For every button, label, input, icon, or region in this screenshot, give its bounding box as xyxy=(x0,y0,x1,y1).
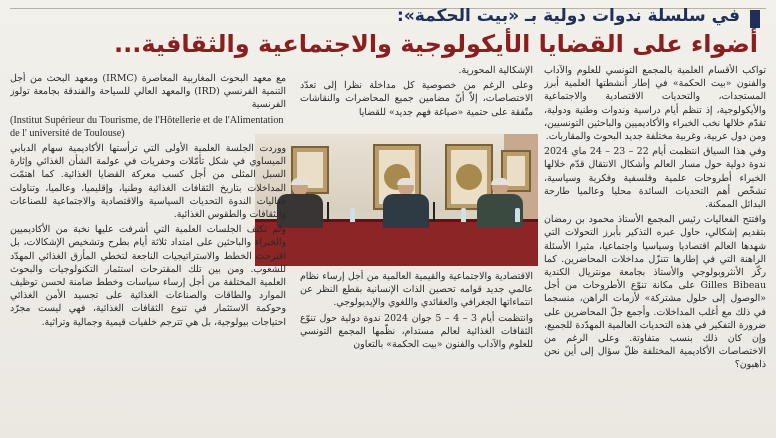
paragraph: وافتتح الفعاليات رئيس المجمع الأستاذ محمود بن رمضان بتقديم إشكالي، حاول عبره التذكير بأبرز التحولات التي شهدها العالم اقتصاديا وسياسيا واجتماعيا، مثيرا الأسئلة الراهنة التي في إطارها تتنزّل مداخلات المحاضرين. كما ركّز الأنثروبولوجي والأستاذ بجامعة مونتريال الكندية Gilles Bibeau على مكانة تنوّع الأطروحات من أجل «الوصول إلى حلول مشتركة» لأزمات الراهن، منسجما في ذلك مع أغلب المداخلات. وأجمع جلّ المحاضرين على ضرورة التفكير في هذه التحديات العالمية المهدّدة للجميع، وإن كان ذلك بنسب متفاوتة. وعلى الرغم من الاختصاصات الأكاديمية المختلفة ظلّ سؤال إلى أين نحن ذاهبون؟ xyxy=(544,214,766,371)
paragraph: الإشكالية المحورية. xyxy=(458,65,533,76)
conference-table xyxy=(255,222,538,266)
paragraph: وفي هذا السياق انتظمت أيام 22 – 23 – 24 ماي 2024 ندوة دولية حول مسار العالم وأشكال الانتقال قدّم خلالها الخبراء أطروحات علمية وفلسفية وفكرية وسياسية، تشخّص أهم التحديات السائدة محليا وعالميا طارحة البدائل الممكنة. xyxy=(544,146,766,211)
article-column-left xyxy=(10,72,286,436)
conference-photo xyxy=(255,134,538,266)
paragraph: وانتظمت أيام 3 – 4 – 5 جوان 2024 ندوة دولية حول تنوّع الثقافات الغذائية لعالم مستدام، نظّمها المجمع التونسي للعلوم والآداب والفنون «بيت الحكمة» بالتعاون xyxy=(300,312,533,351)
article-kicker: في سلسلة ندوات دولية بـ «بيت الحكمة»: xyxy=(397,6,740,26)
paragraph: مع معهد البحوث المغاربية المعاصرة (IRMC) ومعهد البحث من أجل التنمية الفرنسي (IRD) والمعهد العالي للسياحة والفندقة بجامعة تولوز الفرنسية xyxy=(10,73,286,111)
paragraph: وعلى الرغم من خصوصية كل مداخلة نظرا إلى تعدّد الاختصاصات، إلاّ أنّ مضامين جميع المحاضرات والنقاشات متّفقة على حتمية «صياغة فهم جديد» للقضايا xyxy=(300,80,533,118)
paragraph: تواكب الأقسام العلمية بالمجمع التونسي للعلوم والآداب والفنون «بيت الحكمة» في إطار أنشطتها العلمية أبرز المستجدات، والتحديات الاقتصادية والاجتماعية والأيكولوجية، إذ تنظم أيام دراسية وندوات وطنية ودولية، تقدّم خلالها نخب الخبراء والأكاديميين والباحثين التونسيين، ومن دول عربية، وغربية مختلفة جديد البحوث والمقاربات. xyxy=(544,65,766,143)
article-headline: أضواء على القضايا الأيكولوجية والاجتماعية والثقافية... xyxy=(114,30,758,58)
article-column-middle-bottom xyxy=(300,270,533,436)
institution-name-latin: (Institut Supérieur du Tourisme, de l'Hôtellerie et de l'Alimentation de l' université de Toulouse) xyxy=(10,114,284,139)
article-column-right xyxy=(544,64,766,436)
paragraph: الاقتصادية والاجتماعية والقيمية العالمية من أجل إرساء نظام عالمي جديد قوامه تحصين الذات الإنسانية بقطع النظر عن انتماءاتها الجغرافي والعقائدي واللغوي والإيديولوجي. xyxy=(300,271,533,309)
paragraph: ووردت الجلسة العلمية الأولى التي ترأستها الأكاديمية سهام الدبابي الميساوي في شكل تأمّلات وحفريات في عولمة الشأن الغذائي وإثارة السبل المثلى من أجل كسب معركة القضايا الغذائية. كما اهتمّت المداخلات بتاريخ الثقافات الغذائية وطنيا، وإقليميا، وعالميا، وتناولت فعاليات الندوة التحديات السياسية والاقتصادية والاجتماعية للصناعات والثقافات والطقوس الغذائية. xyxy=(10,143,286,221)
paragraph: ولم تكتف الجلسات العلمية التي أشرفت عليها نخبة من الأكاديميين والخبراء والباحثين على امتداد ثلاثة أيام بطرح وتشخيص الإشكالات، بل اقترحت الخطط والاستراتيجيات الناجعة لتخطي المأزق الغذائي المهدّد للشعوب. ومن بين تلك المقترحات استثمار التكنولوجيات والبحوث العلمية المختلفة من أجل إرساء سياسات وخطط ضامنة لحسن توظيف الموارد والطاقات والصناعات الغذائية على تجسيد الأمن الغذائي وحوكمة الاستثمار في تنوع الثقافات الغذائية، فهي ليست مجرّد احتياجات بيولوجية، بل هي تترجم خلفيات قيمية وجمالية وتراثية. xyxy=(10,224,286,328)
speaker-2 xyxy=(383,178,429,228)
kicker-marker xyxy=(750,10,760,28)
article-column-middle-top xyxy=(300,64,533,132)
